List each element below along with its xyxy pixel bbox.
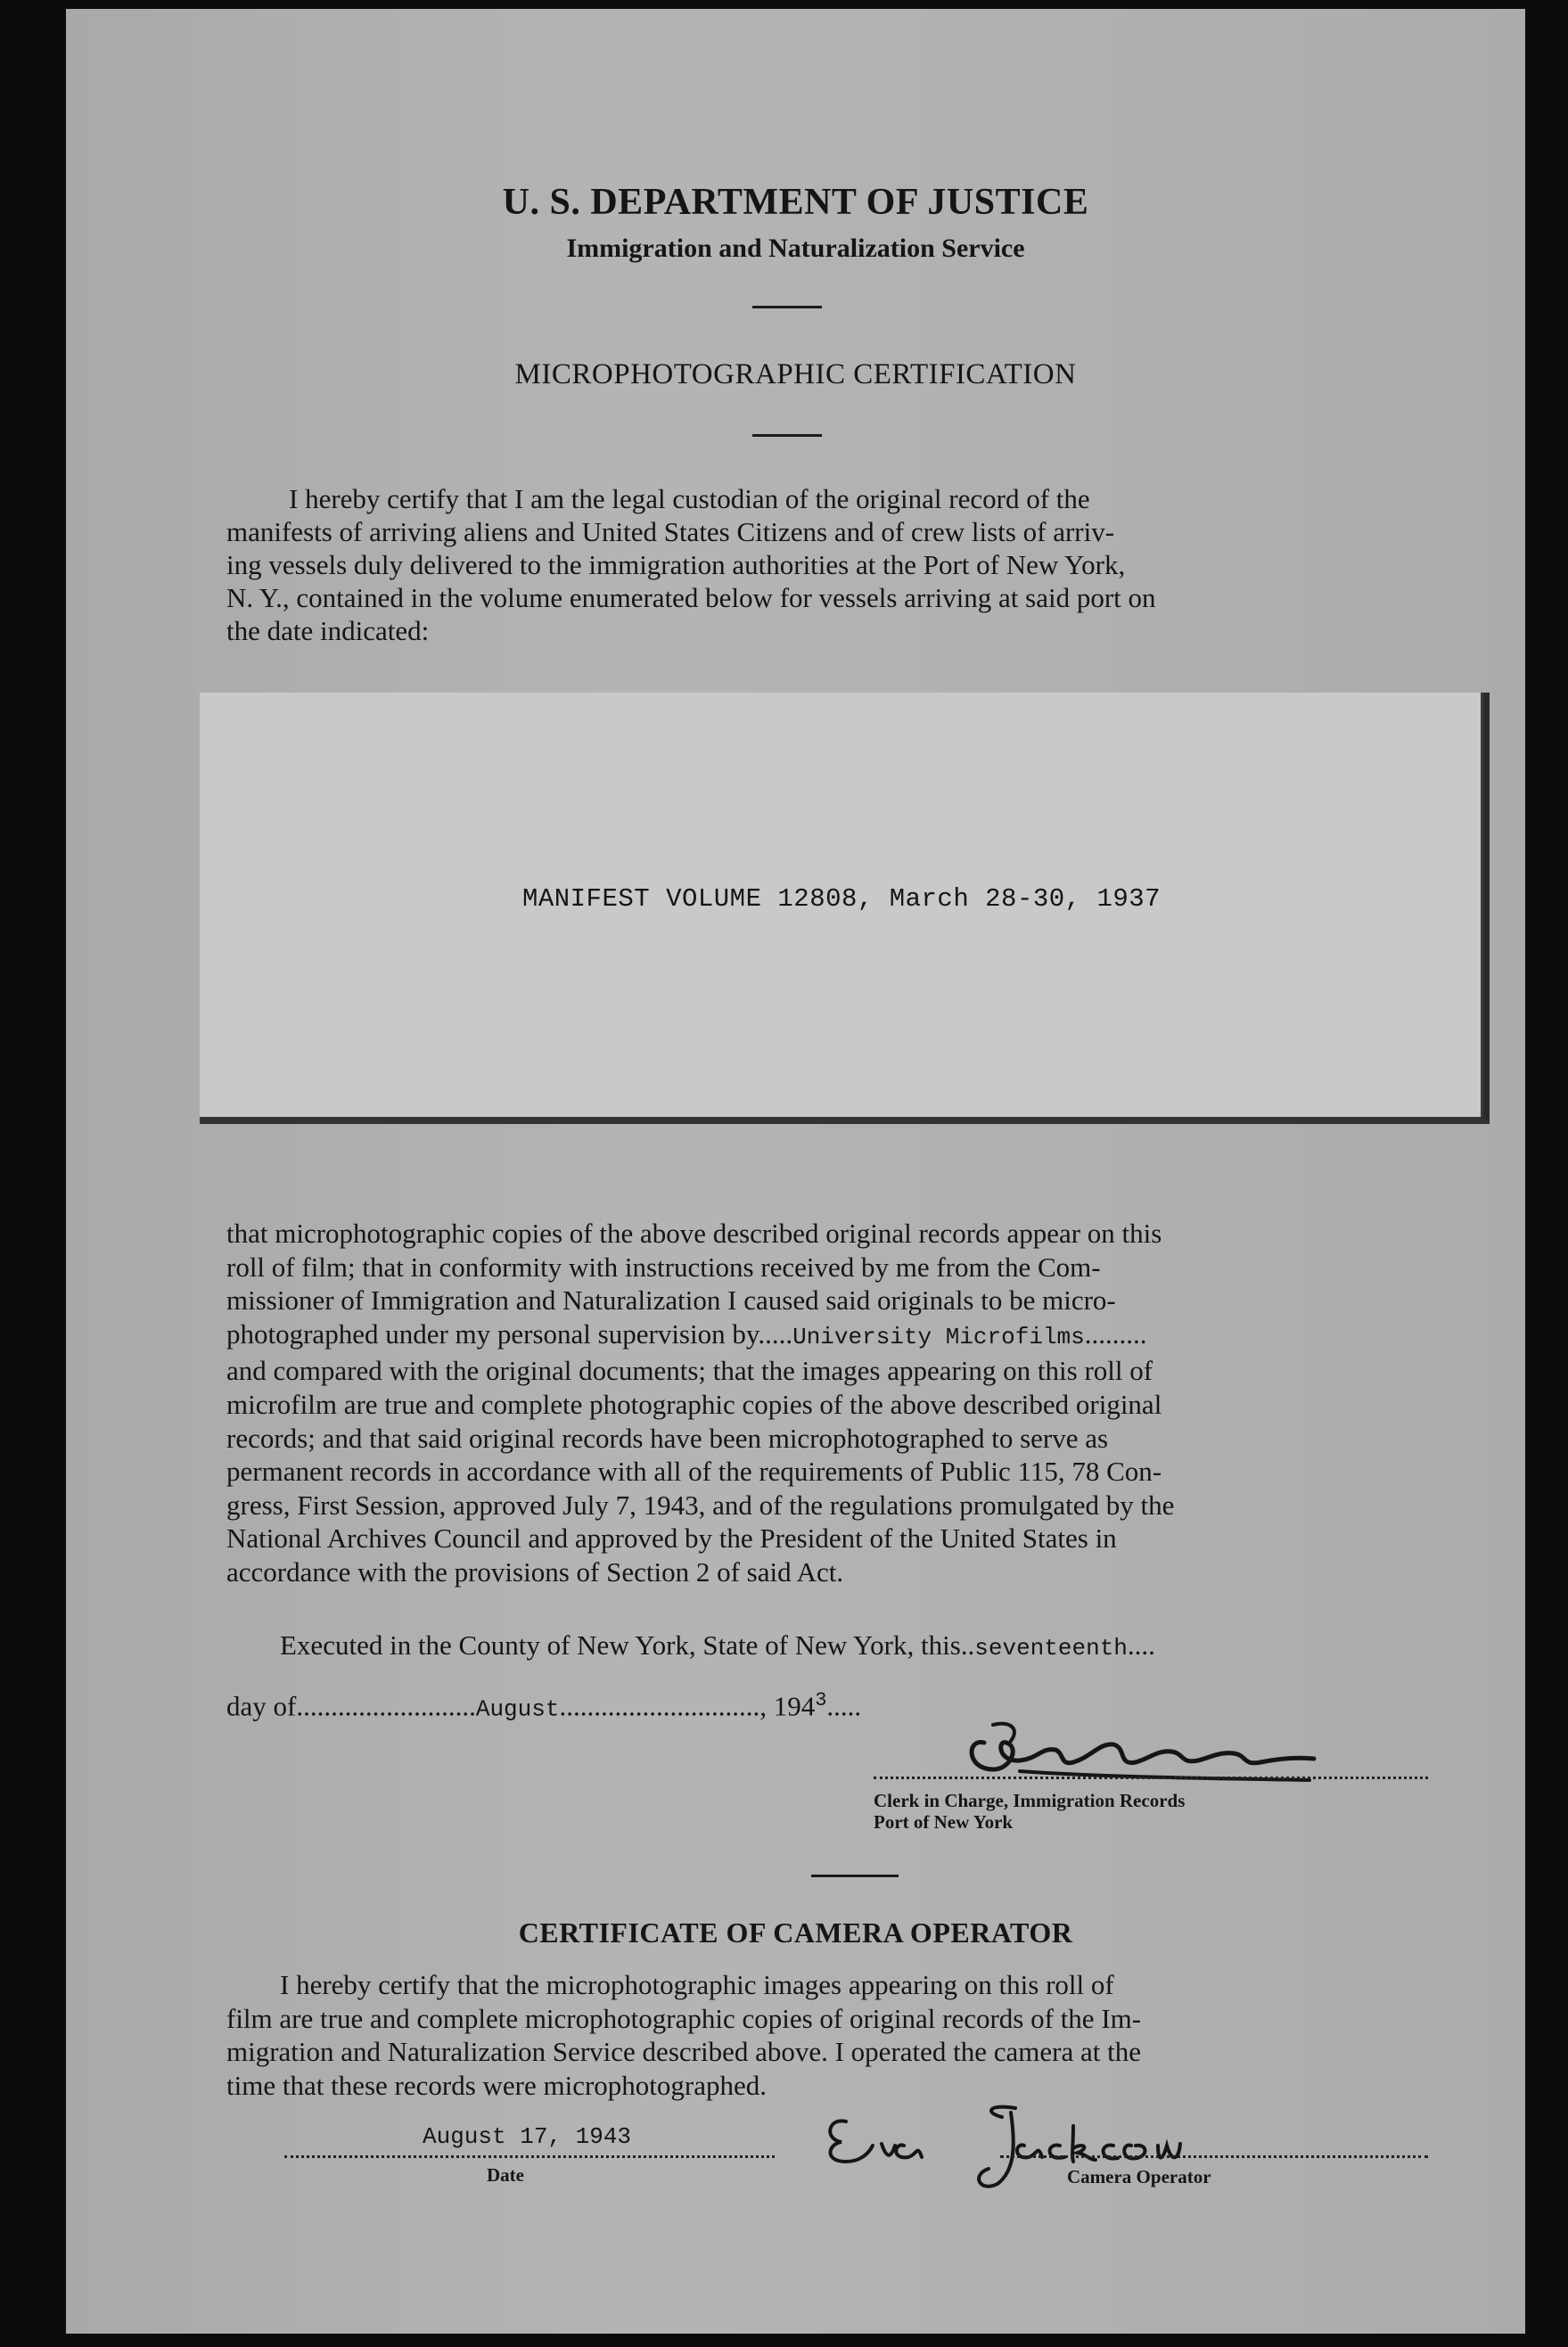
paragraph-line: accordance with the provisions of Section 2 of said Act.: [226, 1555, 844, 1588]
divider: [811, 1875, 899, 1877]
manifest-label-slip: [200, 693, 1490, 1124]
paragraph-line: and compared with the original documents; that the images appearing on this roll of: [226, 1355, 1153, 1387]
day-of-line: [226, 1689, 861, 1722]
divider: [752, 306, 822, 308]
fill-dots: ....: [1127, 1629, 1155, 1661]
clerk-signature: [957, 1707, 1332, 1787]
divider: [752, 434, 822, 437]
paragraph-line: photographed under my personal supervision by: [226, 1317, 759, 1350]
month-value: August: [475, 1695, 560, 1723]
paragraph-line: records; and that said original records have been microphotographed to serve as: [226, 1422, 1109, 1454]
camera-operator-paragraph: [226, 1968, 1439, 2102]
supervisor-value: University Microfilms: [792, 1323, 1085, 1350]
manifest-volume-text: MANIFEST VOLUME 12808, March 28-30, 1937: [521, 884, 1162, 914]
date-label: Date: [487, 2164, 524, 2186]
executed-text: Executed in the County of New York, State of New York, this: [280, 1629, 961, 1661]
fill-dots: .........: [1084, 1317, 1147, 1350]
clerk-title: [874, 1790, 1185, 1833]
paragraph-line: that microphotographic copies of the above described original records appear on this: [226, 1218, 1162, 1249]
paragraph-line: microfilm are true and complete photographic copies of the above described original: [226, 1388, 1162, 1420]
fill-dots: .....: [758, 1317, 793, 1350]
year-digit: 3: [815, 1689, 827, 1711]
operator-signature-line: [1000, 2155, 1428, 2158]
camera-operator-label: Camera Operator: [1067, 2166, 1211, 2187]
paragraph-line: film are true and complete microphotographic copies of original records of the Im-: [226, 2002, 1142, 2034]
fill-dots: .............................: [559, 1690, 760, 1722]
paragraph-line: migration and Naturalization Service described above. I operated the camera at the: [226, 2036, 1141, 2067]
microfilm-paragraph: [226, 1217, 1439, 1589]
paragraph-line: gress, First Session, approved July 7, 1943, and of the regulations promulgated by the: [226, 1489, 1175, 1521]
year-prefix: , 194: [759, 1690, 816, 1722]
paragraph-line: ing vessels duly delivered to the immigration authorities at the Port of New York,: [226, 549, 1126, 580]
certification-title: MICROPHOTOGRAPHIC CERTIFICATION: [514, 358, 1077, 390]
paragraph-line: time that these records were microphotographed.: [226, 2069, 767, 2101]
paragraph-line: the date indicated:: [226, 615, 430, 646]
custodian-paragraph: [226, 482, 1439, 647]
department-heading: U. S. DEPARTMENT OF JUSTICE: [502, 182, 1089, 223]
certificate-page: [66, 9, 1525, 2334]
paragraph-line: permanent records in accordance with all of the requirements of Public 115, 78 Con-: [226, 1456, 1162, 1488]
paragraph-line: missioner of Immigration and Naturalization I caused said originals to be micro-: [226, 1284, 1116, 1317]
supervision-line: [226, 1317, 1439, 1355]
day-value: seventeenth: [974, 1635, 1128, 1662]
fill-dots: ..: [960, 1629, 975, 1661]
fill-dots: ..........................: [296, 1690, 476, 1722]
fill-dots: .....: [826, 1690, 862, 1722]
clerk-title-line: Clerk in Charge, Immigration Records: [874, 1790, 1186, 1811]
day-of-label: day of: [226, 1690, 297, 1722]
clerk-title-line: Port of New York: [874, 1811, 1014, 1833]
clerk-signature-line: [874, 1777, 1428, 1779]
paragraph-line: manifests of arriving aliens and United States Citizens and of crew lists of arriv-: [226, 516, 1115, 547]
service-subheading: Immigration and Naturalization Service: [566, 234, 1025, 263]
date-line: [284, 2155, 775, 2158]
paragraph-line: I hereby certify that I am the legal custodian of the original record of the: [289, 483, 1090, 514]
date-value: August 17, 1943: [423, 2123, 632, 2150]
paragraph-line: N. Y., contained in the volume enumerated below for vessels arriving at said port on: [226, 582, 1156, 613]
paragraph-line: National Archives Council and approved by the President of the United States in: [226, 1522, 1117, 1555]
camera-operator-title: CERTIFICATE OF CAMERA OPERATOR: [518, 1916, 1073, 1949]
paragraph-line: roll of film; that in conformity with instructions received by me from the Com-: [226, 1251, 1101, 1283]
paragraph-line: I hereby certify that the microphotographic images appearing on this roll of: [280, 1969, 1114, 2000]
executed-line: [280, 1629, 1155, 1662]
